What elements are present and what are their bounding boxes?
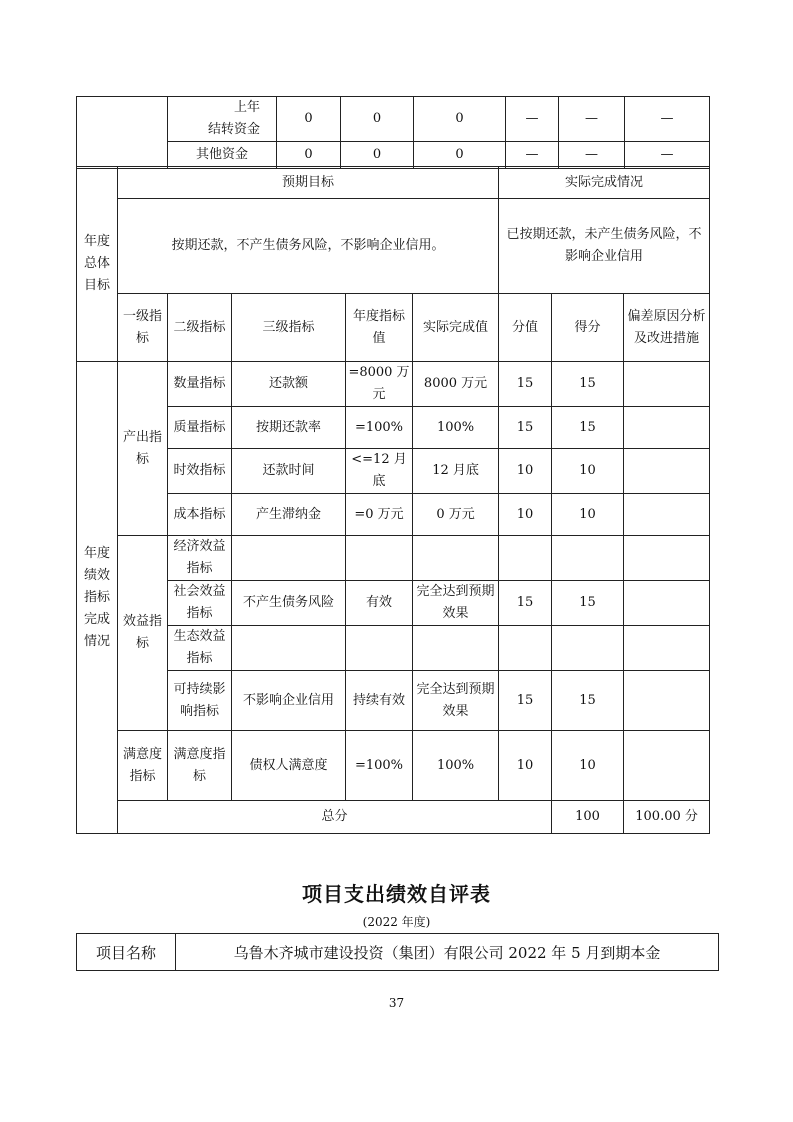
level3-cell: 产生滞纳金 [232, 494, 346, 536]
header-level1: 一级指标 [118, 294, 168, 362]
note-cell [624, 494, 710, 536]
note-cell [624, 671, 710, 731]
funding-value: — [625, 97, 710, 142]
weight-cell: 15 [499, 581, 552, 626]
level2-cell: 生态效益指标 [168, 626, 232, 671]
level2-cell: 时效指标 [168, 449, 232, 494]
weight-cell: 10 [499, 731, 552, 801]
header-deviation: 偏差原因分析及改进措施 [624, 294, 710, 362]
header-weight: 分值 [499, 294, 552, 362]
weight-cell: 15 [499, 407, 552, 449]
target-cell: <=12 月底 [346, 449, 413, 494]
actual-cell: 100% [413, 731, 499, 801]
table-row [77, 536, 710, 581]
note-cell [624, 449, 710, 494]
funding-row-carryover [77, 97, 710, 142]
total-label: 总分 [118, 801, 552, 834]
score-cell: 10 [552, 731, 624, 801]
funding-value: 0 [414, 142, 506, 169]
funding-value: 0 [341, 142, 414, 169]
table-row [77, 671, 710, 731]
weight-cell: 15 [499, 362, 552, 407]
actual-cell: 0 万元 [413, 494, 499, 536]
actual-cell [413, 536, 499, 581]
overall-goal-side-label: 年度总体目标 [77, 167, 118, 362]
level3-cell: 还款额 [232, 362, 346, 407]
total-weight: 100 [552, 801, 624, 834]
target-cell: =8000 万元 [346, 362, 413, 407]
note-cell [624, 626, 710, 671]
level3-cell: 债权人满意度 [232, 731, 346, 801]
target-cell: =0 万元 [346, 494, 413, 536]
expected-goal-text: 按期还款，不产生债务风险，不影响企业信用。 [118, 199, 499, 294]
header-level3: 三级指标 [232, 294, 346, 362]
total-row [77, 801, 710, 834]
score-cell: 10 [552, 449, 624, 494]
project-name-value: 乌鲁木齐城市建设投资（集团）有限公司 2022 年 5 月到期本金 [176, 934, 719, 971]
score-cell: 15 [552, 407, 624, 449]
table-row [77, 407, 710, 449]
note-cell [624, 731, 710, 801]
table-row [77, 626, 710, 671]
header-actual: 实际完成值 [413, 294, 499, 362]
score-cell: 15 [552, 671, 624, 731]
funding-value: — [559, 142, 625, 169]
actual-cell: 100% [413, 407, 499, 449]
level2-cell: 数量指标 [168, 362, 232, 407]
level3-cell [232, 626, 346, 671]
expected-goal-header: 预期目标 [118, 167, 499, 199]
funding-value: — [625, 142, 710, 169]
level3-cell: 不产生债务风险 [232, 581, 346, 626]
table-row [77, 362, 710, 407]
weight-cell [499, 536, 552, 581]
score-cell: 15 [552, 362, 624, 407]
form-year: (2022 年度) [362, 915, 431, 929]
actual-cell: 12 月底 [413, 449, 499, 494]
level2-cell: 满意度指标 [168, 731, 232, 801]
weight-cell: 15 [499, 671, 552, 731]
funding-row-other [77, 142, 710, 169]
target-cell: 有效 [346, 581, 413, 626]
performance-table [76, 166, 710, 834]
table-row [77, 449, 710, 494]
target-cell: 持续有效 [346, 671, 413, 731]
target-cell: =100% [346, 731, 413, 801]
table-row [77, 494, 710, 536]
funding-value: — [559, 97, 625, 142]
header-target: 年度指标值 [346, 294, 413, 362]
level3-cell: 不影响企业信用 [232, 671, 346, 731]
page-number: 37 [388, 996, 405, 1010]
target-cell [346, 536, 413, 581]
funding-value: — [506, 97, 559, 142]
note-cell [624, 536, 710, 581]
actual-cell: 8000 万元 [413, 362, 499, 407]
actual-completion-header: 实际完成情况 [499, 167, 710, 199]
funding-label [168, 97, 277, 142]
indicator-header-row [77, 294, 710, 362]
score-cell [552, 626, 624, 671]
overall-goal-text-row [77, 199, 710, 294]
overall-goal-header-row [77, 167, 710, 199]
funding-value: — [506, 142, 559, 169]
level3-cell [232, 536, 346, 581]
label-line: 上年 [233, 100, 260, 115]
funding-label: 其他资金 [168, 142, 277, 169]
group-benefit-label: 效益指标 [118, 536, 168, 731]
actual-goal-text: 已按期还款，未产生债务风险，不影响企业信用 [499, 199, 710, 294]
score-cell: 15 [552, 581, 624, 626]
group-satisfaction-label: 满意度指标 [118, 731, 168, 801]
weight-cell: 10 [499, 494, 552, 536]
label-line: 结转资金 [207, 122, 260, 137]
header-level2: 二级指标 [168, 294, 232, 362]
level3-cell: 按期还款率 [232, 407, 346, 449]
funding-value: 0 [277, 142, 341, 169]
total-score: 100.00 分 [624, 801, 710, 834]
target-cell: =100% [346, 407, 413, 449]
level2-cell: 社会效益指标 [168, 581, 232, 626]
level3-cell: 还款时间 [232, 449, 346, 494]
level2-cell: 可持续影响指标 [168, 671, 232, 731]
level2-cell: 质量指标 [168, 407, 232, 449]
actual-cell: 完全达到预期效果 [413, 581, 499, 626]
actual-cell [413, 626, 499, 671]
funding-value: 0 [341, 97, 414, 142]
funding-value: 0 [414, 97, 506, 142]
target-cell [346, 626, 413, 671]
level2-cell: 成本指标 [168, 494, 232, 536]
note-cell [624, 581, 710, 626]
actual-cell: 完全达到预期效果 [413, 671, 499, 731]
funding-table [76, 96, 710, 169]
performance-side-label: 年度绩效指标完成情况 [77, 362, 118, 834]
funding-value: 0 [277, 97, 341, 142]
project-name-row [77, 934, 719, 971]
funding-blank-cell [77, 97, 168, 169]
table-row [77, 581, 710, 626]
score-cell: 10 [552, 494, 624, 536]
group-output-label: 产出指标 [118, 362, 168, 536]
form-title: 项目支出绩效自评表 [302, 882, 491, 906]
project-name-label: 项目名称 [77, 934, 176, 971]
header-score: 得分 [552, 294, 624, 362]
weight-cell [499, 626, 552, 671]
note-cell [624, 407, 710, 449]
project-name-table [76, 933, 719, 971]
score-cell [552, 536, 624, 581]
weight-cell: 10 [499, 449, 552, 494]
table-row [77, 731, 710, 801]
note-cell [624, 362, 710, 407]
level2-cell: 经济效益指标 [168, 536, 232, 581]
